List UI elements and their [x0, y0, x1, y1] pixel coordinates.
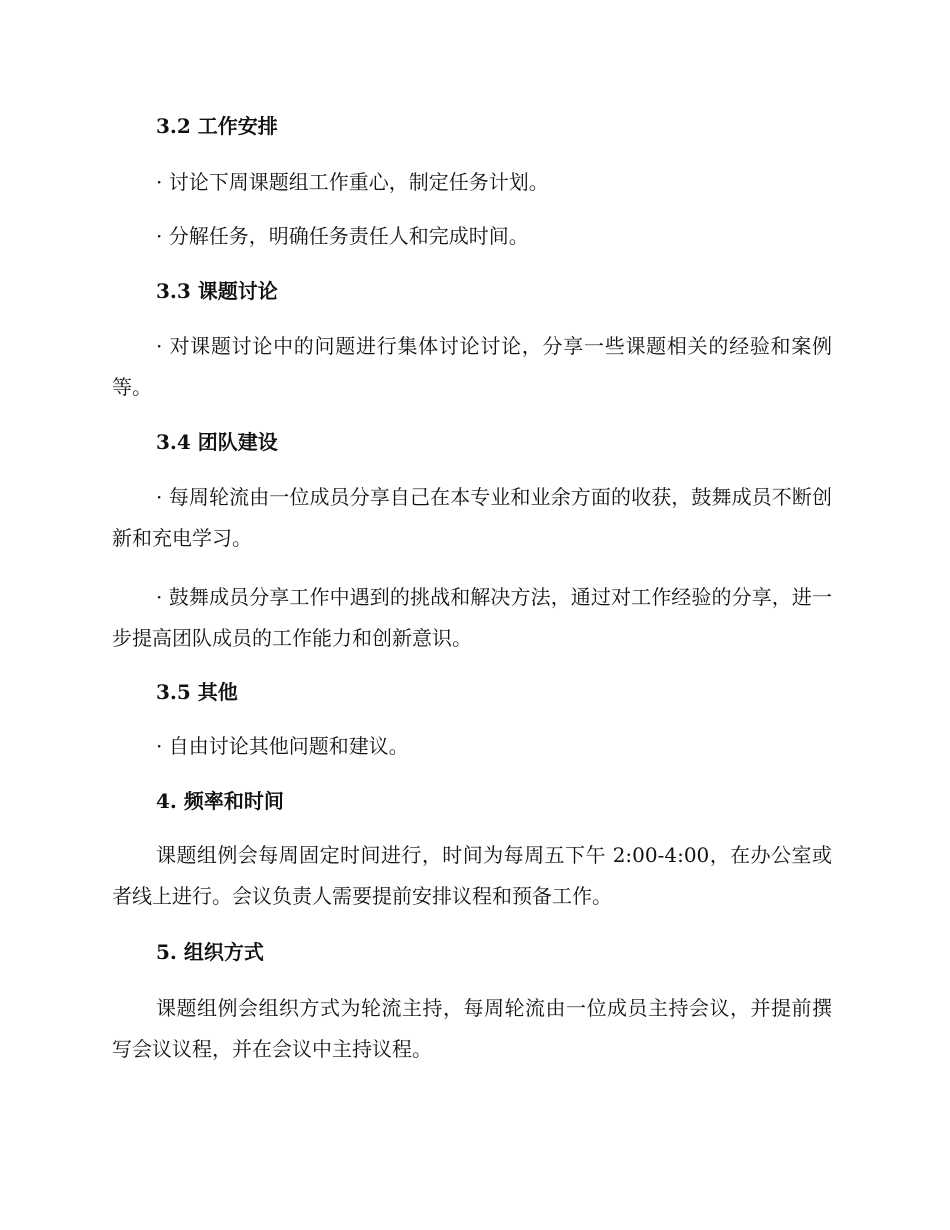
- heading-3-4: 3.4 团队建设: [156, 430, 278, 454]
- heading-3-5: 3.5 其他: [156, 680, 238, 704]
- list-item: · 鼓舞成员分享工作中遇到的挑战和解决方法，通过对工作经验的分享，进一步提高团队成员的工作能力和创新意识。: [112, 585, 832, 650]
- paragraph-organization: 课题组例会组织方式为轮流主持，每周轮流由一位成员主持会议，并提前撰写会议议程，并在会议中主持议程。: [112, 996, 832, 1061]
- list-item: · 讨论下周课题组工作重心，制定任务计划。: [156, 170, 549, 194]
- list-item: · 分解任务，明确任务责任人和完成时间。: [156, 224, 529, 248]
- heading-3-2: 3.2 工作安排: [156, 114, 278, 138]
- list-item: · 对课题讨论中的问题进行集体讨论讨论，分享一些课题相关的经验和案例等。: [112, 334, 832, 399]
- heading-4: 4. 频率和时间: [156, 789, 284, 813]
- list-item: · 自由讨论其他问题和建议。: [156, 734, 409, 758]
- heading-3-3: 3.3 课题讨论: [156, 279, 278, 303]
- heading-5: 5. 组织方式: [156, 940, 264, 964]
- list-item: · 每周轮流由一位成员分享自己在本专业和业余方面的收获，鼓舞成员不断创新和充电学习。: [112, 485, 832, 550]
- paragraph-frequency: 课题组例会每周固定时间进行，时间为每周五下午 2:00-4:00，在办公室或者线上进行。会议负责人需要提前安排议程和预备工作。: [112, 843, 832, 908]
